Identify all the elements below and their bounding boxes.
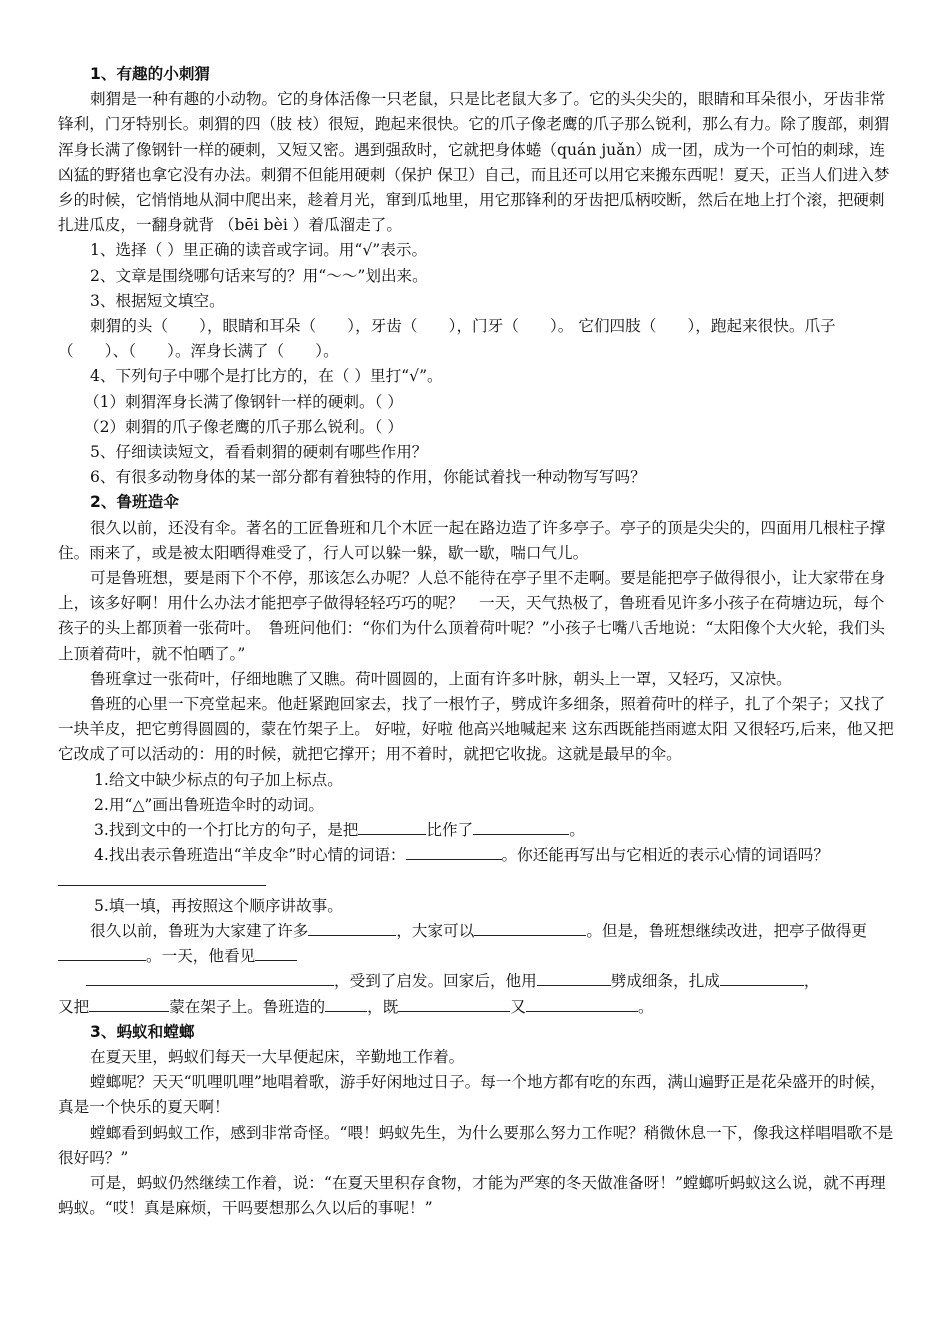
story-paragraph: 鲁班拿过一张荷叶，仔细地瞧了又瞧。荷叶圆圆的，上面有许多叶脉，朝头上一罩，又轻巧，又凉快。 [90, 669, 792, 688]
section-title-luban: 2、鲁班造伞 [90, 493, 179, 512]
story-paragraph: 鲁班的心里一下亮堂起来。他赶紧跑回家去，找了一根竹子，劈成许多细条，照着荷叶的样子，扎了个架子；又找了一块羊皮，把它剪得圆圆的，蒙在竹架子上。 好啦，好啦 他高兴地喊起来 这东西既能挡雨遮太阳 又很轻巧,后来，他又把它改成了可以活动的：用的时候，就把它撑开；用不着时，就把它收拢。这就是最早的伞。 [58, 695, 894, 764]
fill-in-line: 又把 蒙在架子上。鲁班造的 ，既 又 。 [58, 995, 898, 1020]
answer-blank[interactable] [86, 969, 334, 986]
answer-blank[interactable] [255, 944, 297, 961]
question-item: 5、仔细读读短文，看看刺猬的硬刺有哪些作用？ [90, 443, 428, 462]
question-item: 6、有很多动物身体的某一部分都有着独特的作用，你能试着找一种动物写写吗？ [90, 468, 646, 487]
story-paragraph: 可是，蚂蚁仍然继续工作着，说：“在夏天里积存食物，才能为严寒的冬天做准备呀！”螳螂听蚂蚁这么说，就不再理蚂蚁。“哎！真是麻烦，干吗要想那么久以后的事呢！” [58, 1173, 886, 1218]
question-item: 5.填一填，再按照这个顺序讲故事。 [94, 896, 343, 915]
fill-in-line: ，受到了启发。回家后，他用 劈成细条，扎成 ， [58, 969, 898, 994]
question-item: 4.找出表示鲁班造出“羊皮伞”时心情的词语： 。你还能再写出与它相近的表示心情的词语吗？ [58, 843, 898, 893]
question-item: 4、下列句子中哪个是打比方的，在（ ）里打“√”。 [90, 367, 443, 386]
document-page [58, 62, 898, 1221]
question-item: 1、选择（ ）里正确的读音或字词。用“√”表示。 [90, 241, 428, 260]
question-item: 3、根据短文填空。 [90, 291, 225, 310]
answer-blank[interactable] [398, 995, 510, 1012]
question-item: 2、文章是围绕哪句话来写的？用“～～”划出来。 [90, 266, 428, 285]
story-paragraph: 可是鲁班想，要是雨下个不停，那该怎么办呢？人总不能待在亭子里不走啊。要是能把亭子做得很小，让大家带在身上，该多好啊！用什么办法才能把亭子做得轻轻巧巧的呢？ 一天，天气热极了，鲁班看见许多小孩子在荷塘边玩，每个孩子的头上都顶着一张荷叶。 鲁班问他们：“你们为什么顶着荷叶呢？”小孩子七嘴八舌地说：“太阳像个大火轮，我们头上顶着荷叶，就不怕晒了。” [58, 569, 886, 663]
question-item: 2.用“△”画出鲁班造伞时的动词。 [94, 795, 324, 814]
question-subitem: （2）刺猬的爪子像老鹰的爪子那么锐利。（ ） [84, 417, 403, 436]
answer-blank[interactable] [58, 944, 146, 961]
answer-blank[interactable] [537, 969, 611, 986]
answer-blank[interactable] [308, 919, 396, 936]
fill-in-paragraph: 刺猬的头（ ），眼睛和耳朵（ ），牙齿（ ），门牙（ ）。 它们四肢（ ），跑起来很快。爪子（ ）、（ ）。浑身长满了（ ）。 [58, 317, 836, 361]
answer-blank[interactable] [526, 995, 638, 1012]
question-subitem: （1）刺猬浑身长满了像钢针一样的硬刺。（ ） [84, 392, 403, 411]
story-paragraph: 在夏天里，蚂蚁们每天一大早便起床，辛勤地工作着。 [90, 1047, 465, 1066]
answer-blank[interactable] [358, 818, 426, 835]
question-item: 3.找到文中的一个打比方的句子，是把 比作了 。 [58, 818, 898, 843]
answer-blank[interactable] [89, 995, 169, 1012]
section-title-ant-mantis: 3、蚂蚁和螳螂 [90, 1022, 195, 1041]
answer-blank[interactable] [325, 995, 367, 1012]
story-paragraph: 螳螂呢？天天“叽哩叽哩”地唱着歌，游手好闲地过日子。每一个地方都有吃的东西，满山遍野正是花朵盛开的时候，真是一个快乐的夏天啊！ [58, 1073, 886, 1117]
story-paragraph: 螳螂看到蚂蚁工作，感到非常奇怪。“喂！蚂蚁先生，为什么要那么努力工作呢？稍微休息一下，像我这样唱唱歌不是很好吗？” [58, 1123, 894, 1167]
answer-blank[interactable] [58, 869, 266, 886]
answer-blank[interactable] [406, 843, 502, 860]
answer-blank[interactable] [720, 969, 804, 986]
section-title-hedgehog: 1、有趣的小刺猬 [90, 65, 211, 83]
fill-in-paragraph: 很久以前，鲁班为大家建了许多 ，大家可以 。但是，鲁班想继续改进，把亭子做得更。一天，他看见 [58, 919, 898, 969]
answer-blank[interactable] [474, 919, 586, 936]
question-item: 1.给文中缺少标点的句子加上标点。 [94, 770, 343, 789]
story-paragraph: 很久以前，还没有伞。著名的工匠鲁班和几个木匠一起在路边造了许多亭子。亭子的顶是尖尖的，四面用几根柱子撑住。雨来了，或是被太阳晒得难受了，行人可以躲一躲，歇一歇，喘口气儿。 [58, 518, 886, 562]
answer-blank[interactable] [473, 818, 569, 835]
story-paragraph: 刺猬是一种有趣的小动物。它的身体活像一只老鼠，只是比老鼠大多了。它的头尖尖的，眼睛和耳朵很小，牙齿非常锋利，门牙特别长。刺猬的四（肢 枝）很短，跑起来很快。它的爪子像老鹰的爪子那么锐利，那么有力。除了腹部，刺猬浑身长满了像钢针一样的硬刺，又短又密。遇到强敌时，它就把身体蜷（quán juǎn）成一团，成为一个可怕的刺球，连凶猛的野猪也拿它没有办法。刺猬不但能用硬刺（保护 保卫）自己，而且还可以用它来搬东西呢！夏天，正当人们进入梦乡的时候，它悄悄地从洞中爬出来，趁着月光，窜到瓜地里，用它那锋利的牙齿把瓜柄咬断，然后在地上打个滚，把硬刺扎进瓜皮，一翻身就背 （bēi bèi ）着瓜溜走了。 [58, 90, 890, 235]
